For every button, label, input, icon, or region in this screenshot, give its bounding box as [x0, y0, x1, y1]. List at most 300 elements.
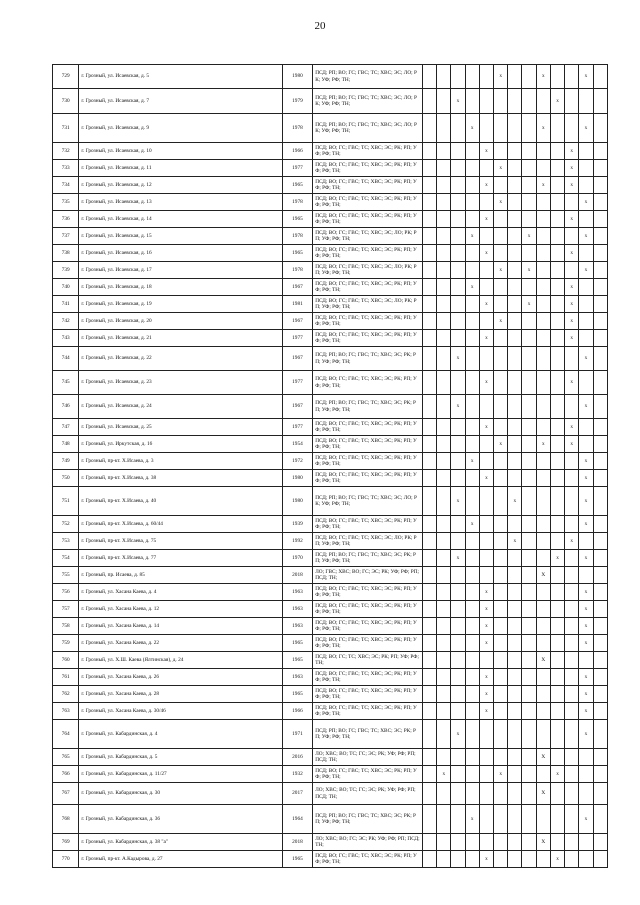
row-mark-cell — [565, 749, 579, 766]
row-mark-cell — [593, 245, 607, 262]
row-mark-cell — [593, 652, 607, 669]
row-mark-cell — [465, 177, 479, 194]
row-mark-cell — [536, 114, 550, 143]
row-mark-cell — [494, 371, 508, 395]
check-mark: x — [584, 232, 588, 239]
row-mark-cell — [479, 279, 493, 296]
row-number: 736 — [53, 211, 79, 228]
row-mark-cell — [422, 262, 436, 279]
row-mark-cell — [593, 262, 607, 279]
row-mark-cell — [451, 89, 465, 114]
check-mark: x — [499, 198, 502, 205]
row-year: 1978 — [282, 228, 312, 245]
table-row — [53, 550, 608, 567]
check-mark: x — [456, 497, 460, 504]
row-address: г. Грозный, пр-кт. Х.Исаева, д. 3 — [79, 453, 282, 470]
check-mark: x — [584, 266, 588, 273]
row-mark-cell — [565, 470, 579, 487]
row-mark-cell — [479, 143, 493, 160]
row-mark-cell — [550, 766, 564, 783]
row-mark-cell — [536, 635, 550, 652]
row-mark-cell — [550, 143, 564, 160]
check-mark: x — [470, 457, 474, 464]
row-mark-cell — [508, 834, 522, 851]
row-mark-cell — [536, 419, 550, 436]
row-mark-cell — [522, 533, 536, 550]
check-mark: x — [527, 266, 531, 273]
row-number: 763 — [53, 703, 79, 720]
row-mark-cell — [522, 89, 536, 114]
row-number: 732 — [53, 143, 79, 160]
row-mark-cell — [465, 279, 479, 296]
check-mark: x — [499, 770, 502, 777]
row-works: ПСД; ВО; ГС; ГВС; ТС; ХВС; ЭС; РК; РП; УФ; РФ; ТН; — [313, 669, 423, 686]
row-mark-cell — [422, 533, 436, 550]
row-mark-cell — [522, 686, 536, 703]
row-mark-cell — [508, 533, 522, 550]
row-mark-cell — [593, 584, 607, 601]
row-number: 741 — [53, 296, 79, 313]
row-mark-cell — [465, 749, 479, 766]
row-mark-cell — [522, 635, 536, 652]
row-mark-cell — [565, 635, 579, 652]
row-mark-cell — [494, 516, 508, 533]
row-mark-cell — [451, 601, 465, 618]
row-mark-cell — [550, 453, 564, 470]
row-year: 1978 — [282, 194, 312, 211]
row-mark-cell — [465, 245, 479, 262]
row-mark-cell — [565, 601, 579, 618]
row-mark-cell — [536, 245, 550, 262]
row-number: 742 — [53, 313, 79, 330]
row-mark-cell — [522, 160, 536, 177]
table-row — [53, 652, 608, 669]
row-number: 753 — [53, 533, 79, 550]
row-mark-cell — [494, 703, 508, 720]
check-mark: x — [584, 124, 588, 131]
row-mark-cell — [422, 686, 436, 703]
row-mark-cell — [451, 720, 465, 749]
row-mark-cell — [550, 160, 564, 177]
row-mark-cell — [465, 669, 479, 686]
check-mark: x — [485, 379, 488, 386]
row-mark-cell — [550, 228, 564, 245]
row-mark-cell — [437, 618, 451, 635]
row-year: 1977 — [282, 419, 312, 436]
row-mark-cell — [479, 851, 493, 868]
row-mark-cell — [465, 395, 479, 419]
row-mark-cell — [508, 805, 522, 834]
row-mark-cell — [451, 245, 465, 262]
row-mark-cell — [522, 851, 536, 868]
row-mark-cell — [479, 330, 493, 347]
row-mark-cell — [479, 262, 493, 279]
row-address: г. Грозный, ул. Исаевская, д. 16 — [79, 245, 282, 262]
table-row — [53, 635, 608, 652]
row-mark-cell — [479, 669, 493, 686]
row-mark-cell — [579, 245, 593, 262]
row-works: ПСД; ВО; ГС; ГВС; ТС; ХВС; ЭС; РК; РП; УФ; РФ; ТН; — [313, 766, 423, 783]
row-mark-cell — [422, 89, 436, 114]
row-number: 735 — [53, 194, 79, 211]
row-mark-cell — [465, 143, 479, 160]
row-mark-cell — [565, 686, 579, 703]
row-mark-cell — [508, 618, 522, 635]
row-mark-cell — [579, 177, 593, 194]
row-mark-cell — [422, 805, 436, 834]
row-mark-cell — [579, 371, 593, 395]
row-mark-cell — [579, 669, 593, 686]
row-number: 744 — [53, 347, 79, 371]
row-mark-cell — [508, 160, 522, 177]
row-mark-cell — [565, 851, 579, 868]
table-row — [53, 347, 608, 371]
row-mark-cell — [536, 720, 550, 749]
row-address: г. Грозный, ул. Иркутская, д. 16 — [79, 436, 282, 453]
row-mark-cell — [479, 834, 493, 851]
row-mark-cell — [536, 296, 550, 313]
check-mark: x — [470, 283, 474, 290]
row-mark-cell — [522, 245, 536, 262]
row-mark-cell — [422, 419, 436, 436]
row-mark-cell — [565, 703, 579, 720]
row-number: 770 — [53, 851, 79, 868]
row-mark-cell — [494, 805, 508, 834]
row-mark-cell — [422, 143, 436, 160]
row-mark-cell — [437, 783, 451, 805]
row-mark-cell — [550, 749, 564, 766]
row-works: ПСД; РП; ВО; ГС; ГВС; ТС; ХВС; ЭС; РК; РП; УФ; РФ; ТН; — [313, 720, 423, 749]
row-mark-cell — [550, 279, 564, 296]
row-number: 769 — [53, 834, 79, 851]
row-mark-cell — [437, 635, 451, 652]
row-mark-cell — [494, 851, 508, 868]
row-mark-cell — [508, 228, 522, 245]
check-mark: x — [584, 403, 588, 410]
row-mark-cell — [565, 487, 579, 516]
row-mark-cell — [479, 749, 493, 766]
row-mark-cell — [536, 436, 550, 453]
row-mark-cell — [494, 533, 508, 550]
row-year: 2018 — [282, 567, 312, 584]
row-mark-cell — [508, 550, 522, 567]
check-mark: x — [556, 554, 559, 561]
check-mark: x — [584, 497, 588, 504]
row-mark-cell — [451, 296, 465, 313]
row-mark-cell — [579, 652, 593, 669]
table-row — [53, 194, 608, 211]
check-mark: x — [541, 181, 545, 188]
row-year: 1979 — [282, 89, 312, 114]
row-year: 2017 — [282, 783, 312, 805]
row-mark-cell — [465, 114, 479, 143]
row-mark-cell — [565, 834, 579, 851]
row-mark-cell — [536, 347, 550, 371]
row-works: ПСД; ВО; ГС; ГВС; ТС; ХВС; ЭС; РК; РП; УФ; РФ; ТН; — [313, 601, 423, 618]
row-mark-cell — [479, 805, 493, 834]
row-mark-cell — [508, 720, 522, 749]
row-mark-cell — [451, 143, 465, 160]
row-mark-cell — [579, 160, 593, 177]
row-mark-cell — [565, 766, 579, 783]
check-mark: x — [584, 355, 588, 362]
row-mark-cell — [465, 436, 479, 453]
table-row — [53, 177, 608, 194]
row-mark-cell — [536, 65, 550, 89]
row-number: 745 — [53, 371, 79, 395]
row-works: ПСД; ВО; ГС; ТС; ХВС; ЭС; РК; РП; УФ; РФ; ТН; — [313, 652, 423, 669]
row-mark-cell — [437, 436, 451, 453]
row-number: 762 — [53, 686, 79, 703]
row-mark-cell — [479, 584, 493, 601]
row-mark-cell — [579, 211, 593, 228]
row-mark-cell — [494, 262, 508, 279]
row-address: г. Грозный, пр-кт. Х.Исаева, д. 38 — [79, 470, 282, 487]
row-mark-cell — [437, 313, 451, 330]
row-mark-cell — [451, 783, 465, 805]
row-mark-cell — [479, 766, 493, 783]
row-mark-cell — [550, 783, 564, 805]
row-mark-cell — [451, 330, 465, 347]
row-year: 1992 — [282, 533, 312, 550]
row-mark-cell — [465, 601, 479, 618]
row-mark-cell — [579, 453, 593, 470]
table-row — [53, 584, 608, 601]
row-year: 1967 — [282, 395, 312, 419]
row-works: ПСД; ВО; ГС; ГВС; ТС; ХВС; ЭС; РК; РП; УФ; РФ; ТН; — [313, 160, 423, 177]
row-mark-cell — [437, 65, 451, 89]
row-year: 1967 — [282, 347, 312, 371]
row-address: г. Грозный, ул. Х.Ш. Каева (Ялтинская), д. 24 — [79, 652, 282, 669]
row-mark-cell — [479, 567, 493, 584]
row-mark-cell — [508, 211, 522, 228]
row-mark-cell — [437, 177, 451, 194]
check-mark: x — [513, 497, 517, 504]
row-number: 755 — [53, 567, 79, 584]
row-mark-cell — [579, 279, 593, 296]
row-mark-cell — [536, 550, 550, 567]
row-mark-cell — [422, 453, 436, 470]
table-row — [53, 487, 608, 516]
row-mark-cell — [508, 279, 522, 296]
row-mark-cell — [494, 584, 508, 601]
table-row — [53, 211, 608, 228]
row-works: ПСД; РП; ВО; ГС; ГВС; ТС; ХВС; ЭС; РК; РП; УФ; РФ; ТН; — [313, 395, 423, 419]
row-mark-cell — [451, 436, 465, 453]
row-mark-cell — [451, 516, 465, 533]
check-mark: x — [584, 73, 588, 80]
row-mark-cell — [522, 618, 536, 635]
row-mark-cell — [465, 567, 479, 584]
row-mark-cell — [579, 618, 593, 635]
table-row — [53, 160, 608, 177]
row-mark-cell — [522, 669, 536, 686]
row-mark-cell — [579, 395, 593, 419]
row-mark-cell — [494, 470, 508, 487]
row-mark-cell — [437, 703, 451, 720]
row-works: ПСД; ВО; ГС; ГВС; ТС; ХВС; ЭС; РК; РП; УФ; РФ; ТН; — [313, 211, 423, 228]
row-mark-cell — [451, 584, 465, 601]
check-mark: x — [470, 124, 474, 131]
row-works: ПСД; ВО; ГС; ГВС; ТС; ХВС; ЭС; РК; РП; УФ; РФ; ТН; — [313, 313, 423, 330]
row-number: 750 — [53, 470, 79, 487]
row-number: 758 — [53, 618, 79, 635]
table-row — [53, 419, 608, 436]
row-mark-cell — [508, 669, 522, 686]
row-mark-cell — [479, 686, 493, 703]
row-works: ПСД; ВО; ГС; ГВС; ТС; ХВС; ЭС; РК; РП; УФ; РФ; ТН; — [313, 177, 423, 194]
row-address: г. Грозный, ул. Исаевская, д. 9 — [79, 114, 282, 143]
row-mark-cell — [522, 749, 536, 766]
row-mark-cell — [550, 618, 564, 635]
row-address: г. Грозный, пр-кт. Х.Исаева, д. 77 — [79, 550, 282, 567]
row-address: г. Грозный, ул. Исаевская, д. 20 — [79, 313, 282, 330]
check-mark: x — [485, 707, 488, 714]
check-mark: x — [570, 283, 574, 290]
check-mark: x — [570, 164, 574, 171]
table-row — [53, 567, 608, 584]
check-mark: x — [485, 855, 488, 862]
row-year: 1967 — [282, 313, 312, 330]
check-mark: x — [570, 379, 574, 386]
check-mark: x — [527, 300, 531, 307]
row-mark-cell — [522, 487, 536, 516]
check-mark: x — [570, 300, 574, 307]
check-mark: X — [541, 753, 546, 760]
row-mark-cell — [579, 419, 593, 436]
check-mark: x — [541, 124, 545, 131]
row-mark-cell — [550, 65, 564, 89]
row-mark-cell — [522, 211, 536, 228]
row-mark-cell — [593, 516, 607, 533]
row-mark-cell — [465, 262, 479, 279]
row-year: 1967 — [282, 279, 312, 296]
row-mark-cell — [536, 177, 550, 194]
row-mark-cell — [579, 851, 593, 868]
row-number: 751 — [53, 487, 79, 516]
row-works: ПСД; ВО; ГС; ГВС; ТС; ХВС; ЭС; РК; РП; УФ; РФ; ТН; — [313, 584, 423, 601]
row-mark-cell — [508, 584, 522, 601]
row-address: г. Грозный, ул. Кабардинская, д. 36 — [79, 805, 282, 834]
row-number: 766 — [53, 766, 79, 783]
row-mark-cell — [508, 487, 522, 516]
row-mark-cell — [508, 245, 522, 262]
row-mark-cell — [437, 395, 451, 419]
row-mark-cell — [494, 347, 508, 371]
check-mark: x — [570, 440, 574, 447]
row-mark-cell — [479, 453, 493, 470]
row-mark-cell — [508, 296, 522, 313]
row-mark-cell — [565, 279, 579, 296]
row-mark-cell — [465, 720, 479, 749]
check-mark: x — [541, 440, 545, 447]
row-mark-cell — [494, 89, 508, 114]
row-mark-cell — [593, 834, 607, 851]
row-address: г. Грозный, ул. Хасана Каева, д. 14 — [79, 618, 282, 635]
row-mark-cell — [437, 686, 451, 703]
row-number: 733 — [53, 160, 79, 177]
row-mark-cell — [437, 262, 451, 279]
row-mark-cell — [579, 584, 593, 601]
row-mark-cell — [479, 550, 493, 567]
row-mark-cell — [422, 567, 436, 584]
row-mark-cell — [550, 635, 564, 652]
row-works: ПСД; ВО; ГС; ГВС; ТС; ХВС; ЭС; ЛО; РК; РП; УФ; РФ; ТН; — [313, 228, 423, 245]
row-mark-cell — [565, 584, 579, 601]
row-number: 767 — [53, 783, 79, 805]
row-mark-cell — [437, 245, 451, 262]
check-mark: x — [513, 537, 517, 544]
row-number: 749 — [53, 453, 79, 470]
row-mark-cell — [593, 313, 607, 330]
row-mark-cell — [579, 194, 593, 211]
row-year: 1964 — [282, 805, 312, 834]
row-mark-cell — [536, 669, 550, 686]
row-number: 768 — [53, 805, 79, 834]
row-mark-cell — [422, 749, 436, 766]
row-works: ПСД; РП; ВО; ГС; ГВС; ТС; ХВС; ЭС; ЛО; РК; УФ; РФ; ТН; — [313, 65, 423, 89]
row-mark-cell — [494, 618, 508, 635]
row-mark-cell — [536, 805, 550, 834]
row-address: г. Грозный, ул. Исаевская, д. 19 — [79, 296, 282, 313]
row-mark-cell — [536, 143, 550, 160]
row-mark-cell — [508, 601, 522, 618]
row-year: 1939 — [282, 516, 312, 533]
row-mark-cell — [422, 194, 436, 211]
check-mark: x — [499, 164, 502, 171]
row-year: 1963 — [282, 669, 312, 686]
row-mark-cell — [494, 567, 508, 584]
row-mark-cell — [465, 419, 479, 436]
check-mark: x — [584, 457, 588, 464]
row-year: 2018 — [282, 834, 312, 851]
row-mark-cell — [465, 635, 479, 652]
row-mark-cell — [508, 652, 522, 669]
row-mark-cell — [508, 177, 522, 194]
row-works: ПСД; ВО; ГС; ГВС; ТС; ХВС; ЭС; РК; РП; УФ; РФ; ТН; — [313, 419, 423, 436]
check-mark: x — [485, 639, 488, 646]
row-mark-cell — [522, 330, 536, 347]
row-mark-cell — [508, 567, 522, 584]
row-number: 760 — [53, 652, 79, 669]
row-mark-cell — [422, 669, 436, 686]
row-mark-cell — [422, 395, 436, 419]
row-address: г. Грозный, ул. Хасана Каева, д. 4 — [79, 584, 282, 601]
row-address: г. Грозный, пр. Исаева, д. 85 — [79, 567, 282, 584]
row-mark-cell — [565, 114, 579, 143]
row-mark-cell — [451, 470, 465, 487]
row-mark-cell — [437, 296, 451, 313]
row-mark-cell — [579, 567, 593, 584]
row-mark-cell — [422, 834, 436, 851]
row-mark-cell — [550, 371, 564, 395]
row-mark-cell — [465, 296, 479, 313]
row-mark-cell — [565, 262, 579, 279]
check-mark: x — [499, 73, 502, 80]
row-mark-cell — [422, 245, 436, 262]
row-number: 759 — [53, 635, 79, 652]
row-mark-cell — [579, 114, 593, 143]
row-number: 729 — [53, 65, 79, 89]
row-mark-cell — [465, 550, 479, 567]
check-mark: x — [584, 520, 588, 527]
row-mark-cell — [494, 487, 508, 516]
row-mark-cell — [451, 228, 465, 245]
row-mark-cell — [565, 330, 579, 347]
registry-body — [53, 65, 608, 868]
row-address: г. Грозный, ул. Исаевская, д. 21 — [79, 330, 282, 347]
row-mark-cell — [565, 419, 579, 436]
